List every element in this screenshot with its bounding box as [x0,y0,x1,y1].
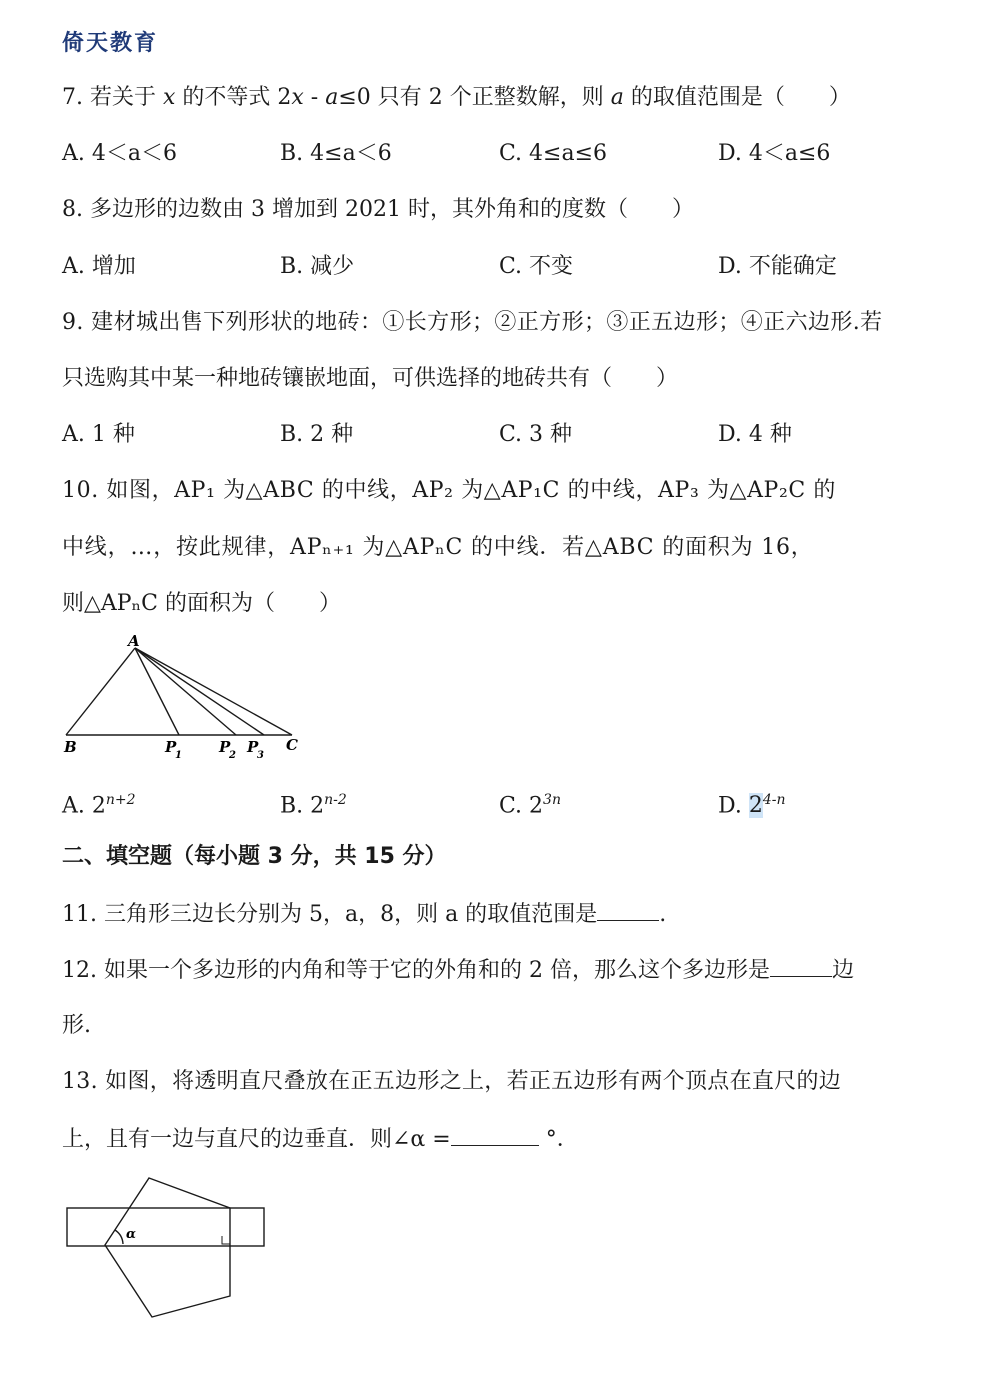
question-9-stem-line2: 只选购其中某一种地砖镶嵌地面，可供选择的地砖共有（ ） [62,366,679,391]
question-13-stem-line1: 13. 如图，将透明直尺叠放在正五边形之上，若正五边形有两个顶点在直尺的边 [62,1069,842,1094]
option-c[interactable]: C. 3 种 [499,422,573,447]
option-d[interactable]: D. 4 种 [718,422,792,447]
option-a[interactable]: A. 4＜a＜6 [62,141,177,166]
label-p1: P [165,738,177,756]
label-a: A [128,632,140,650]
right-angle-mark [222,1236,230,1244]
label-alpha: α [126,1227,137,1242]
option-d[interactable]: D. 4＜a≤6 [718,141,831,166]
option-b[interactable]: B. 4≤a＜6 [280,141,392,166]
question-13-figure [62,1172,272,1322]
option-d[interactable]: D. 不能确定 [718,254,837,279]
side-ab [66,648,135,735]
option-b[interactable]: B. 2 种 [280,422,354,447]
question-11-stem: 11. 三角形三边长分别为 5，a，8，则 a 的取值范围是 . [62,898,666,930]
question-10-stem-line3: 则△APₙC 的面积为（ ） [62,591,341,616]
question-12-stem-line1: 12. 如果一个多边形的内角和等于它的外角和的 2 倍，那么这个多边形是 边 [62,954,854,986]
option-b[interactable]: B. 减少 [280,254,355,279]
option-c[interactable]: C. 不变 [499,254,574,279]
label-p3: P [247,738,259,756]
question-9-stem-line1: 9. 建材城出售下列形状的地砖：①长方形；②正方形；③正五边形；④正六边形.若 [62,310,883,335]
option-b[interactable]: B. 2$^{n-2}$ [280,792,347,819]
option-d[interactable]: D. 2$^{4-n}$ [718,792,786,819]
angle-alpha-arc [115,1230,123,1244]
question-8-stem: 8. 多边形的边数由 3 增加到 2021 时，其外角和的度数（ ） [62,197,694,222]
label-b: B [64,738,77,756]
label-p2-sub: 2 [229,750,236,761]
median-ap2 [135,648,236,735]
question-10-stem-line1: 10. 如图，AP₁ 为△ABC 的中线，AP₂ 为△AP₁C 的中线，AP₃ 为△AP₂C 的 [62,478,837,503]
median-ap1 [135,648,179,735]
ruler [67,1208,264,1246]
regular-pentagon [105,1178,230,1317]
logo: 倚天教育 [62,31,159,56]
side-ac [135,648,292,735]
question-10-figure [60,632,310,767]
label-p2: P [219,738,231,756]
question-7-stem: 7. 若关于 x 的不等式 2x ‑ a≤0 只有 2 个正整数解，则 a 的取值范围是（ ） [62,85,851,110]
answer-blank[interactable] [451,1123,539,1146]
label-p1-sub: 1 [175,750,182,761]
label-c: C [286,736,298,754]
question-10-stem-line2: 中线，…，按此规律，APₙ₊₁ 为△APₙC 的中线．若△ABC 的面积为 16， [62,535,814,560]
answer-blank[interactable] [770,954,832,977]
label-p3-sub: 3 [257,750,264,761]
option-a[interactable]: A. $2^{n+2}$ [62,792,136,819]
option-a[interactable]: A. 1 种 [62,422,135,447]
option-c[interactable]: C. 4≤a≤6 [499,141,608,166]
section-2-title: 二、填空题（每小题 3 分，共 15 分） [62,844,447,869]
option-a[interactable]: A. 增加 [62,254,136,279]
question-12-stem-line2: 形. [62,1013,91,1038]
median-ap3 [135,648,264,735]
answer-blank[interactable] [597,898,659,921]
question-13-stem-line2: 上，且有一边与直尺的边垂直．则∠α = °． [62,1123,579,1155]
option-c[interactable]: C. $2^{3n}$ [499,792,561,819]
